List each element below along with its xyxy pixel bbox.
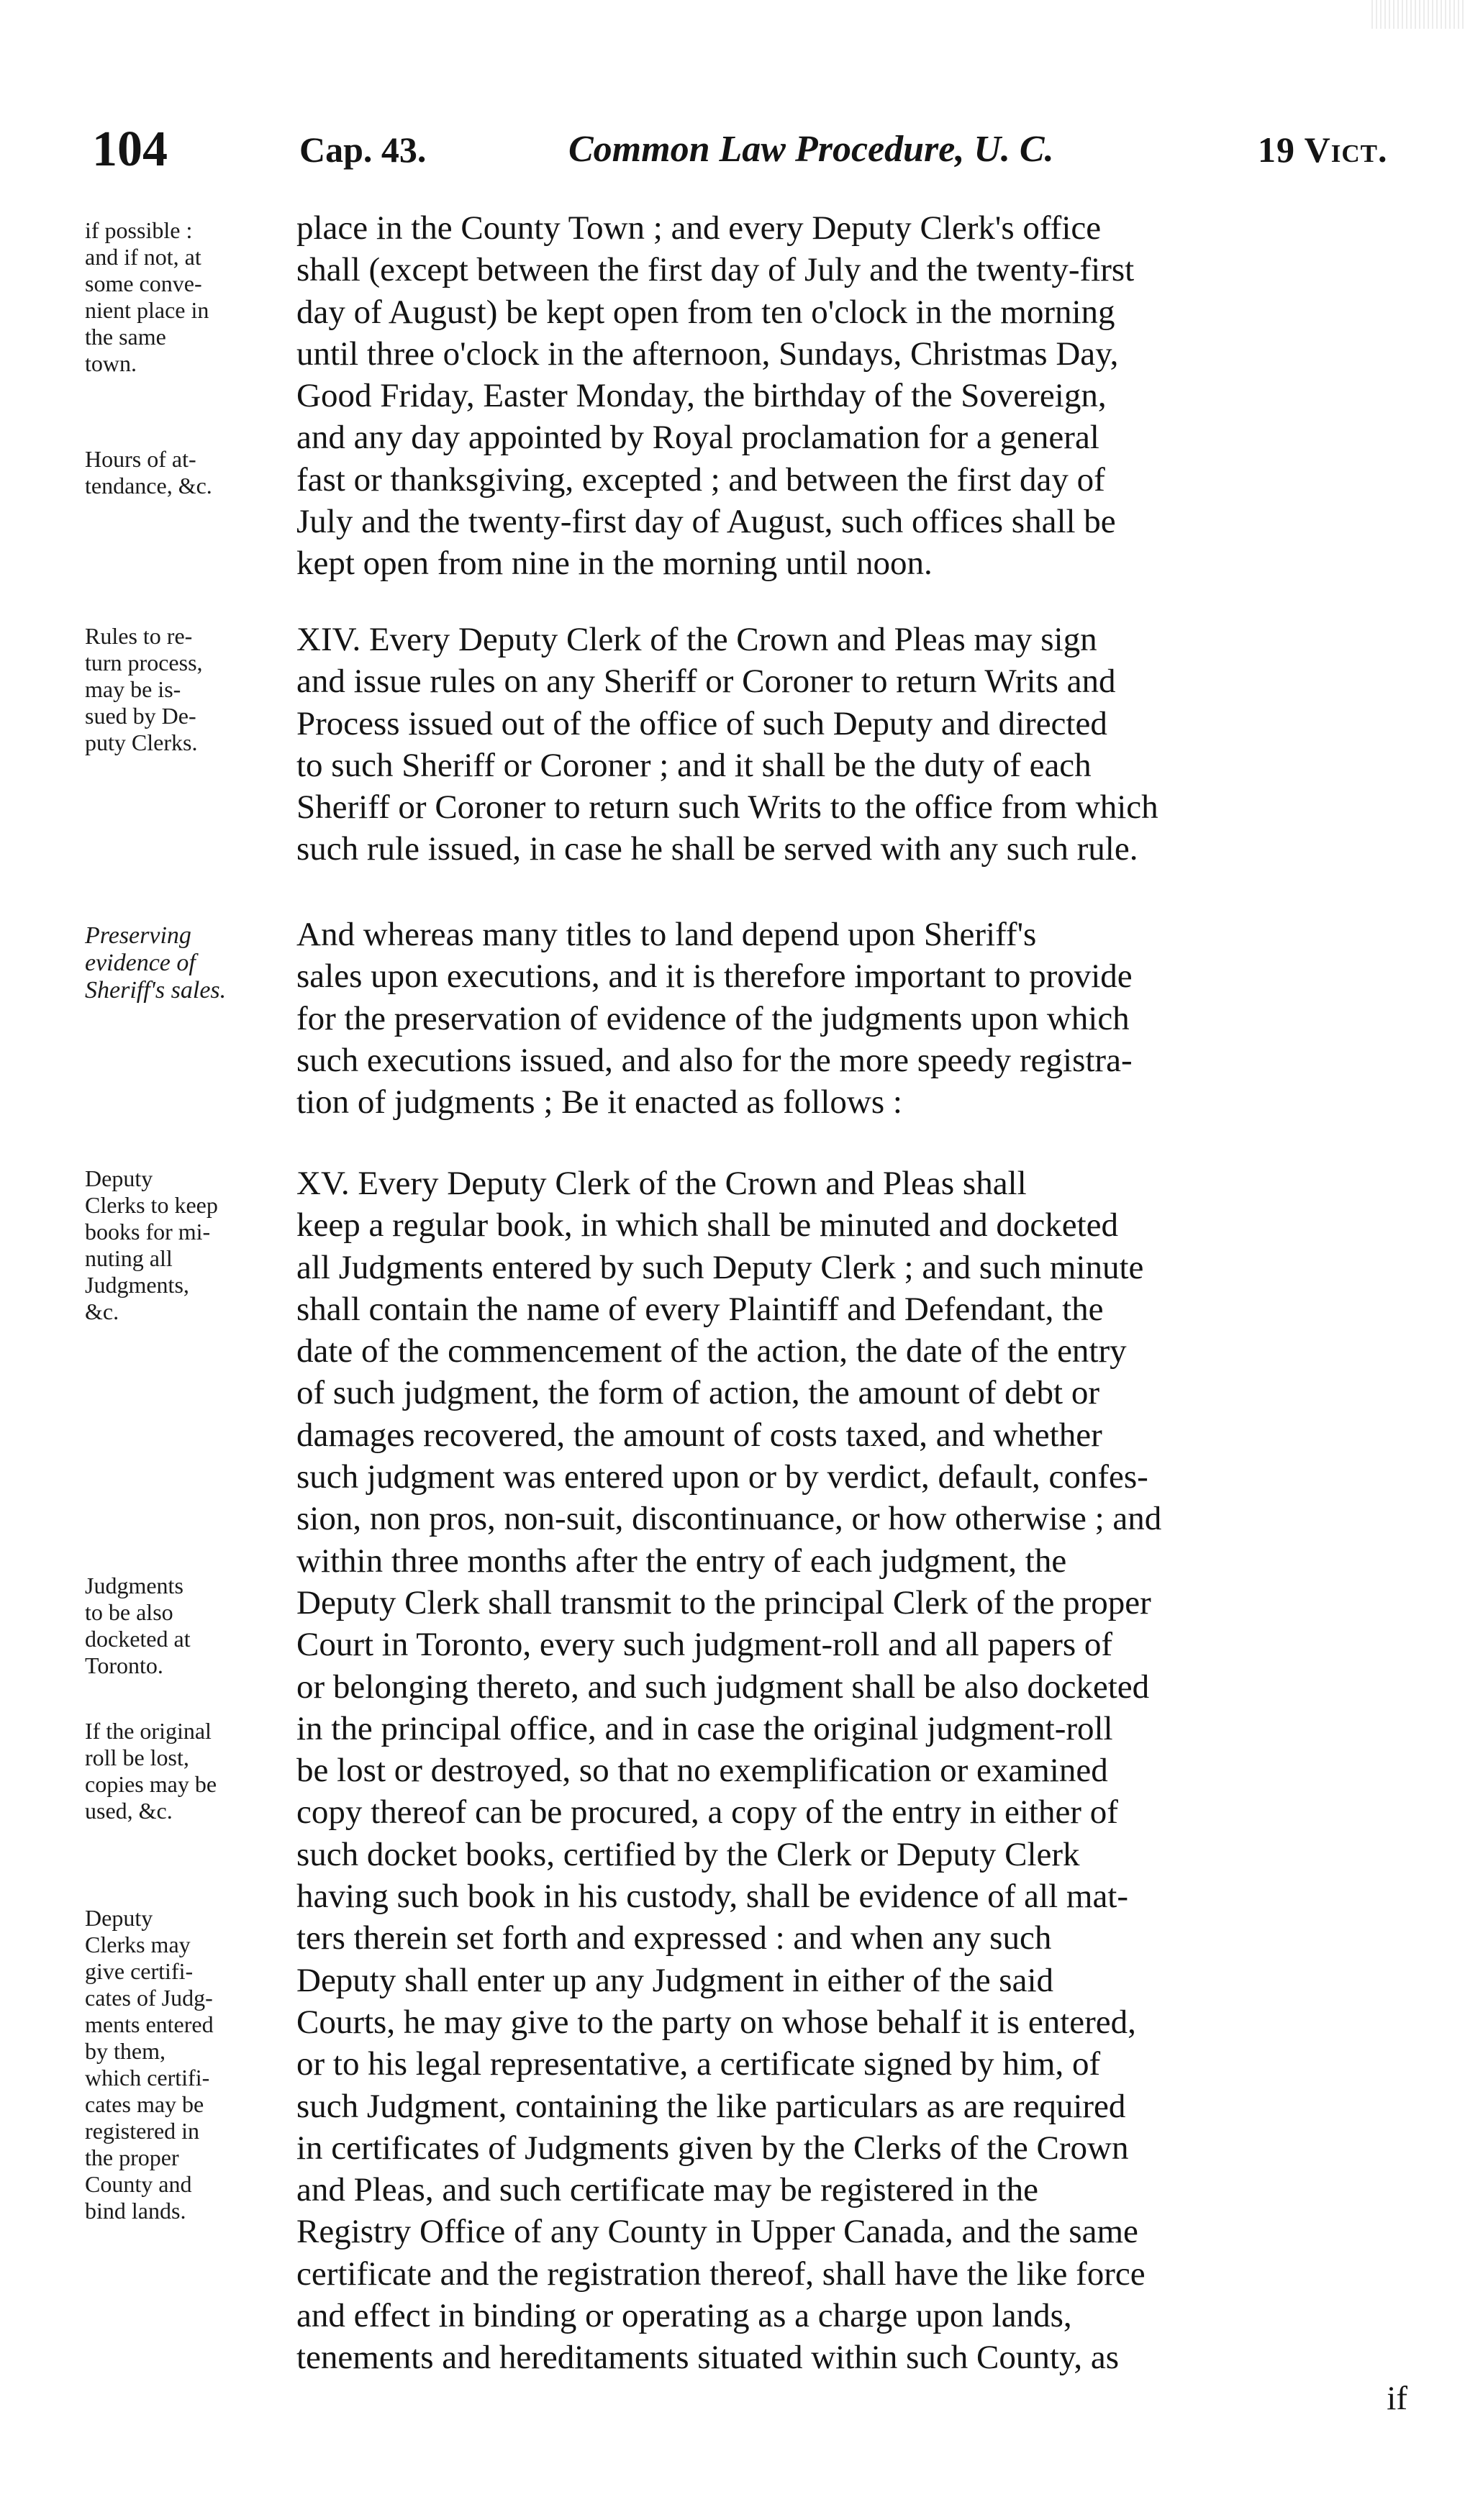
running-title: Common Law Procedure, U. C. xyxy=(568,129,1054,170)
scan-noise xyxy=(1371,0,1465,29)
chapter-number: Cap. 43. xyxy=(299,129,427,170)
paragraph-preamble: And whereas many titles to land depend upon Sheriff's sales upon executions, and it is therefore important to provide for the preservation of evidence of the judgments upon which such executions issued, and also for the more speedy registra- tion of judgments ; Be it enacted as follows : xyxy=(296,916,1133,1122)
margin-note: Hours of at- tendance, &c. xyxy=(85,446,212,499)
paragraph-section-xv: XV. Every Deputy Clerk of the Crown and Pleas shall keep a regular book, in which shall be minuted and docketed all Judgments entered by such Deputy Clerk ; and such minute shall contain the name of every Plaintiff and Defendant, the date of the commencement of the action, the date of the entry of such judgment, the form of action, the amount of debt or damages recovered, the amount of costs taxed, and whether such judgment was entered upon or by verdict, default, confes- sion, non pros, non-suit, discontinuance, or how otherwise ; and within three months after the entry of each judgment, the Deputy Clerk shall transmit to the principal Clerk of the proper Court in Toronto, every such judgment-roll and all papers of or belonging thereto, and such judgment shall be also docketed in the principal office, and in case the original judgment-roll be lost or destroyed, so that no exemplification or examined copy thereof can be procured, a copy of the entry in either of such docket books, certified by the Clerk or Deputy Clerk having such book in his custody, shall be evidence of all mat- ters therein set forth and expressed : and when any such Deputy shall enter up any Judgment in either of the said Courts, he may give to the party on whose behalf it is entered, or to his legal representative, a certificate signed by him, of such Judgment, containing the like particulars as are required in certificates of Judgments given by the Clerks of the Crown and Pleas, and such certificate may be registered in the Registry Office of any County in Upper Canada, and the same certificate and the registration thereof, shall have the like force and effect in binding or operating as a charge upon lands, tenements and hereditaments situated within such County, as xyxy=(296,1165,1162,2377)
catchword: if xyxy=(1387,2380,1407,2417)
margin-note: Preserving evidence of Sheriff's sales. xyxy=(85,922,227,1004)
running-header xyxy=(0,121,1465,178)
paragraph-continuation: place in the County Town ; and every Deputy Clerk's office shall (except between the first day of July and the twenty-first day of August) be kept open from ten o'clock in the morning until three o'clock in the afternoon, Sundays, Christmas Day, Good Friday, Easter Monday, the birthday of the Sovereign, and any day appointed by Royal proclamation for a general fast or thanksgiving, excepted ; and between the first day of July and the twenty-first day of August, such offices shall be kept open from nine in the morning until noon. xyxy=(296,209,1135,583)
regnal-year: 19 Vict. xyxy=(1258,129,1388,170)
margin-note: if possible : and if not, at some conve- nient place in the same town. xyxy=(85,217,209,376)
margin-note: Deputy Clerks may give certifi- cates of Judg- ments entered by them, which certifi- cates may be registered in the proper County and bind lands. xyxy=(85,1905,214,2224)
page-number: 104 xyxy=(92,122,168,177)
paragraph-section-xiv: XIV. Every Deputy Clerk of the Crown and Pleas may sign and issue rules on any Sheriff or Coroner to return Writs and Process issued out of the office of such Deputy and directed to such Sheriff or Coroner ; and it shall be the duty of each Sheriff or Coroner to return such Writs to the office from which such rule issued, in case he shall be served with any such rule. xyxy=(296,621,1158,868)
margin-note: Deputy Clerks to keep books for mi- nuting all Judgments, &c. xyxy=(85,1165,218,1324)
margin-note: Judgments to be also docketed at Toronto. xyxy=(85,1573,191,1678)
margin-note: Rules to re- turn process, may be is- sued by De- puty Clerks. xyxy=(85,623,203,755)
margin-note: If the original roll be lost, copies may be used, &c. xyxy=(85,1718,217,1824)
